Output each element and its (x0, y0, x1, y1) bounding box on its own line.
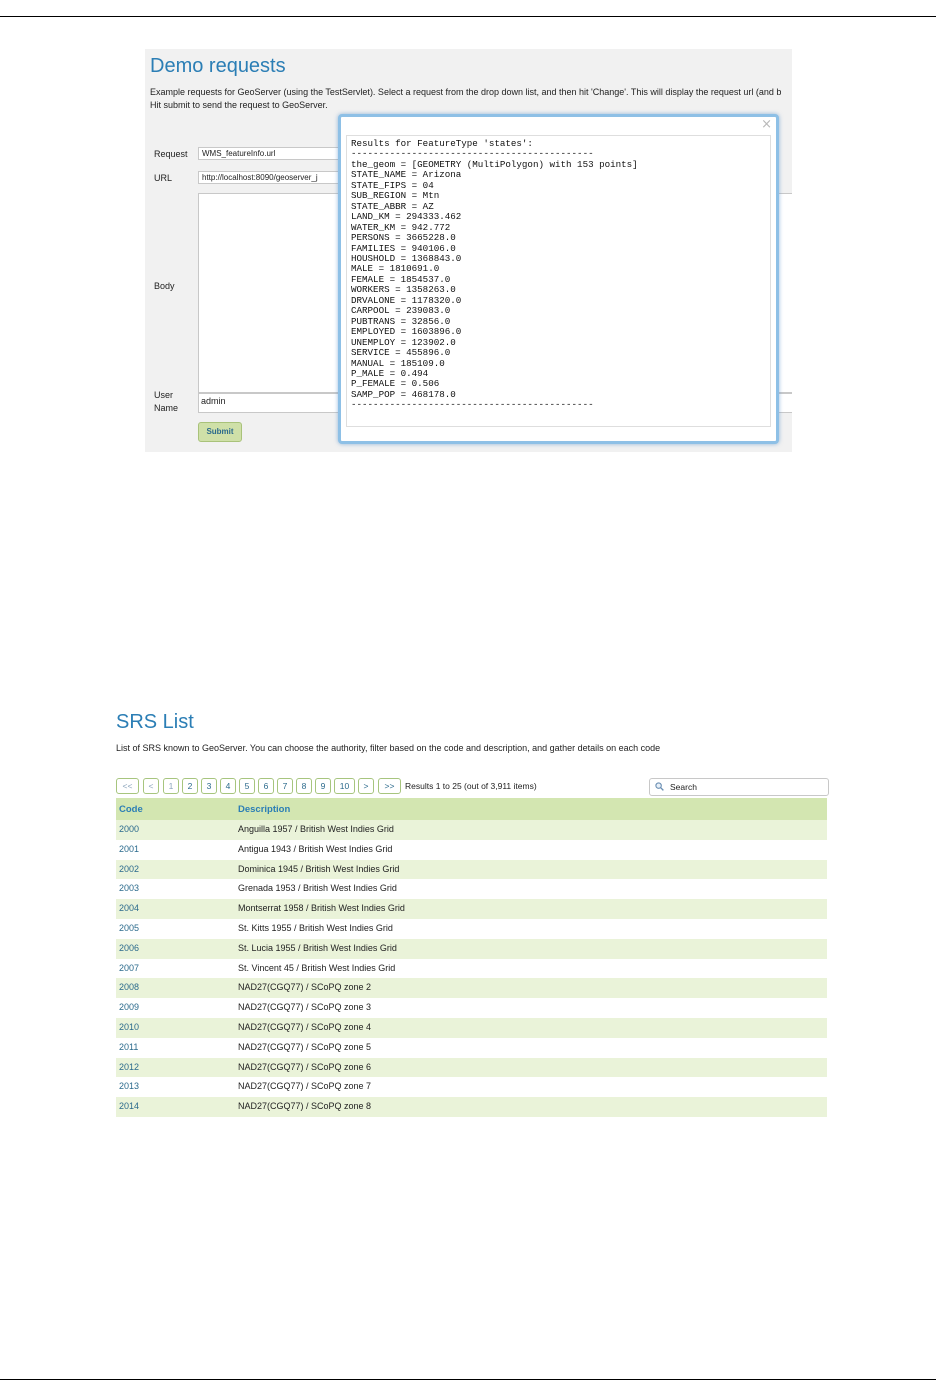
page-button-9[interactable]: 9 (315, 778, 331, 794)
table-row (116, 1077, 827, 1097)
results-popup (338, 114, 779, 444)
srs-description: List of SRS known to GeoServer. You can choose the authority, filter based on the code and description, and gather details on each code (116, 743, 661, 753)
srs-code-link[interactable]: 2009 (119, 1002, 140, 1013)
table-body (116, 820, 827, 1117)
table-row (116, 1058, 827, 1078)
result-line: DRVALONE = 1178320.0 (351, 294, 462, 306)
table-row (116, 899, 827, 919)
results-count: Results 1 to 25 (out of 3,911 items) (405, 781, 537, 791)
result-line: LAND_KM = 294333.462 (351, 211, 462, 223)
page-button-1[interactable]: 1 (163, 778, 179, 794)
user-name-label-line-2: Name (154, 403, 179, 413)
srs-description-cell: St. Lucia 1955 / British West Indies Grid (238, 942, 397, 953)
srs-description-cell: NAD27(CGQ77) / SCoPQ zone 8 (238, 1101, 372, 1112)
submit-button[interactable]: Submit (198, 422, 242, 442)
url-label: URL (154, 173, 173, 183)
search-icon (655, 782, 664, 791)
srs-code-link[interactable]: 2010 (119, 1021, 140, 1032)
result-line: MALE = 1810691.0 (351, 263, 440, 275)
table-row (116, 1038, 827, 1058)
table-row (116, 978, 827, 998)
result-line: FEMALE = 1854537.0 (351, 273, 451, 285)
table-row (116, 919, 827, 939)
prev-page-button[interactable]: < (143, 778, 159, 794)
result-line: PUBTRANS = 32856.0 (351, 315, 451, 327)
srs-code-link[interactable]: 2013 (119, 1081, 140, 1092)
bottom-rule (0, 1379, 936, 1380)
page-button-6[interactable]: 6 (258, 778, 274, 794)
srs-description-cell: Montserrat 1958 / British West Indies Grid (238, 903, 405, 914)
table-row (116, 1097, 827, 1117)
user-name-label (154, 390, 178, 414)
result-line: P_FEMALE = 0.506 (351, 378, 440, 390)
result-line: P_MALE = 0.494 (351, 367, 429, 379)
result-line: PERSONS = 3665228.0 (351, 232, 456, 244)
table-row (116, 879, 827, 899)
srs-code-link[interactable]: 2000 (119, 824, 140, 834)
result-line: STATE_ABBR = AZ (351, 200, 434, 212)
srs-table (116, 798, 827, 1117)
srs-code-link[interactable]: 2004 (119, 903, 140, 914)
srs-code-link[interactable]: 2001 (119, 843, 140, 854)
result-line: -------------------------------------------- (351, 148, 594, 160)
srs-code-link[interactable]: 2014 (119, 1101, 140, 1112)
body-label: Body (154, 281, 175, 291)
srs-description-cell: St. Vincent 45 / British West Indies Grid (238, 962, 396, 973)
page-button-7[interactable]: 7 (277, 778, 293, 794)
srs-description-cell: NAD27(CGQ77) / SCoPQ zone 6 (238, 1061, 372, 1072)
result-line: Results for FeatureType 'states': (351, 138, 533, 149)
srs-description-cell: St. Kitts 1955 / British West Indies Grid (238, 922, 393, 933)
table-header (116, 798, 827, 820)
srs-code-link[interactable]: 2002 (119, 863, 140, 874)
srs-code-link[interactable]: 2003 (119, 883, 140, 894)
demo-description (150, 86, 792, 112)
demo-title: Demo requests (150, 55, 286, 77)
demo-description-line-1: Example requests for GeoServer (using the TestServlet). Select a request from the drop down list, and then hit 'Change'. This will display the request url (and b (150, 87, 782, 97)
top-rule (0, 16, 936, 17)
result-line: SUB_REGION = Mtn (351, 190, 440, 202)
next-page-button[interactable]: > (358, 778, 374, 794)
result-line: SAMP_POP = 468178.0 (351, 388, 456, 400)
srs-code-link[interactable]: 2011 (119, 1041, 139, 1052)
table-row (116, 840, 827, 860)
result-line: FAMILIES = 940106.0 (351, 242, 456, 254)
page-button-10[interactable]: 10 (334, 778, 355, 794)
srs-code-link[interactable]: 2007 (119, 962, 140, 973)
srs-title: SRS List (116, 711, 194, 733)
table-row (116, 959, 827, 979)
srs-code-link[interactable]: 2005 (119, 922, 140, 933)
result-line: STATE_FIPS = 04 (351, 179, 434, 191)
feature-info-results (351, 139, 638, 411)
result-line: UNEMPLOY = 123902.0 (351, 336, 456, 348)
demo-requests-screenshot (145, 49, 792, 452)
url-input[interactable]: http://localhost:8090/geoserver_j (198, 171, 358, 184)
srs-description-cell: Grenada 1953 / British West Indies Grid (238, 883, 397, 894)
page-button-4[interactable]: 4 (220, 778, 236, 794)
srs-description-cell: Anguilla 1957 / British West Indies Grid (238, 824, 394, 834)
close-icon[interactable]: × (761, 117, 772, 132)
result-line: the_geom = [GEOMETRY (MultiPolygon) with 153 points] (351, 158, 638, 170)
result-line: CARPOOL = 239083.0 (351, 305, 451, 317)
username-input[interactable]: admin (198, 393, 792, 413)
table-row (116, 998, 827, 1018)
result-line: STATE_NAME = Arizona (351, 169, 462, 181)
user-name-label-line-1: User (154, 390, 174, 400)
result-line: -------------------------------------------- (351, 399, 594, 411)
demo-description-line-2: Hit submit to send the request to GeoServer. (150, 100, 328, 110)
request-select[interactable]: WMS_featureInfo.url (198, 147, 358, 160)
description-column-header[interactable]: Description (238, 804, 291, 815)
table-row (116, 939, 827, 959)
result-line: WATER_KM = 942.772 (351, 221, 451, 233)
srs-description-cell: Dominica 1945 / British West Indies Grid (238, 863, 400, 874)
search-input[interactable]: Search (649, 778, 829, 796)
srs-description-cell: NAD27(CGQ77) / SCoPQ zone 7 (238, 1081, 372, 1092)
result-line: MANUAL = 185109.0 (351, 357, 445, 369)
code-column-header[interactable]: Code (119, 804, 143, 815)
table-row (116, 1018, 827, 1038)
table-row (116, 860, 827, 880)
page-button-2[interactable]: 2 (182, 778, 198, 794)
request-label: Request (154, 149, 188, 159)
first-page-button[interactable]: << (116, 778, 139, 794)
page-button-5[interactable]: 5 (239, 778, 255, 794)
srs-description-cell: NAD27(CGQ77) / SCoPQ zone 2 (238, 982, 372, 993)
srs-code-link[interactable]: 2008 (119, 982, 140, 993)
result-line: EMPLOYED = 1603896.0 (351, 326, 462, 338)
result-line: WORKERS = 1358263.0 (351, 284, 456, 296)
page-button-8[interactable]: 8 (296, 778, 312, 794)
result-line: HOUSHOLD = 1368843.0 (351, 252, 462, 264)
srs-description-cell: NAD27(CGQ77) / SCoPQ zone 5 (238, 1041, 372, 1052)
srs-description-cell: NAD27(CGQ77) / SCoPQ zone 4 (238, 1021, 372, 1032)
result-line: SERVICE = 455896.0 (351, 347, 451, 359)
table-row (116, 820, 827, 840)
page-button-3[interactable]: 3 (201, 778, 217, 794)
srs-description-cell: NAD27(CGQ77) / SCoPQ zone 3 (238, 1002, 372, 1013)
srs-code-link[interactable]: 2012 (119, 1061, 140, 1072)
last-page-button[interactable]: >> (378, 778, 401, 794)
srs-code-link[interactable]: 2006 (119, 942, 140, 953)
srs-description-cell: Antigua 1943 / British West Indies Grid (238, 843, 393, 854)
